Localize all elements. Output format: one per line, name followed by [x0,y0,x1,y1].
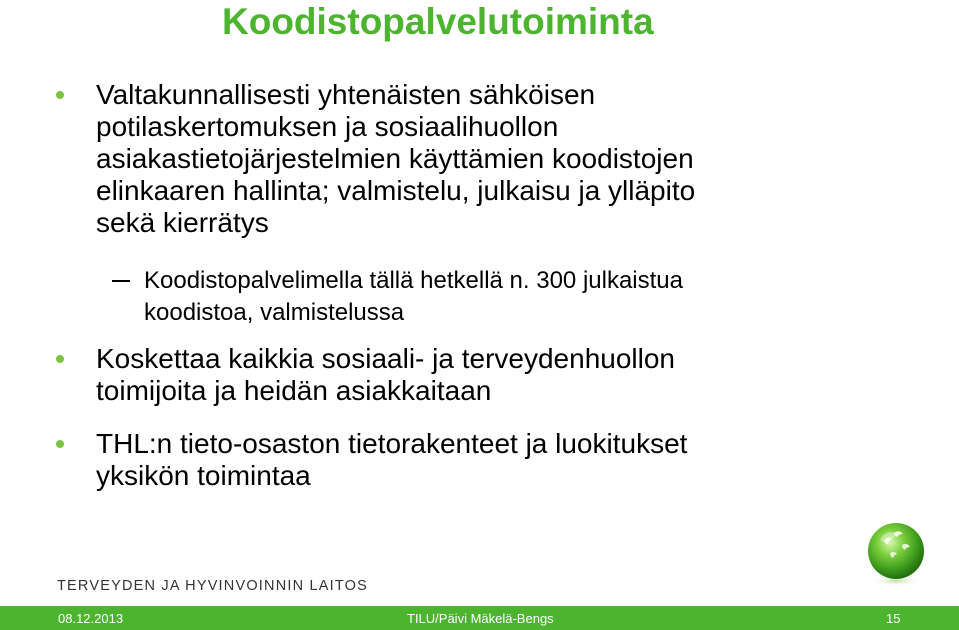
slide-title: Koodistopalvelutoiminta [222,1,654,42]
footer-date: 08.12.2013 [58,611,124,626]
organization-name: TERVEYDEN JA HYVINVOINNIN LAITOS [57,578,369,594]
bullet-line: asiakastietojärjestelmien käyttämien koodistojen [96,143,694,174]
sub-bullet-line: Koodistopalvelimella tällä hetkellä n. 300 julkaistua [144,267,683,294]
bullet-item [96,79,876,239]
bullet-line: elinkaaren hallinta; valmistelu, julkaisu ja ylläpito [96,175,696,206]
bullet-dot-icon [56,355,64,363]
bullet-item [96,343,876,407]
bullet-line: toimijoita ja heidän asiakkaitaan [96,375,492,406]
page-number: 15 [886,611,901,626]
sub-bullet-line: koodistoa, valmistelussa [144,299,405,326]
bullet-line: sekä kierrätys [96,207,269,238]
bullet-line: Koskettaa kaikkia sosiaali- ja terveydenhuollon [96,343,675,374]
bullet-line: Valtakunnallisesti yhtenäisten sähköisen [96,79,596,110]
green-sphere-icon [862,519,930,587]
bullet-dot-icon [56,91,64,99]
footer-author: TILU/Päivi Mäkelä-Bengs [407,611,554,626]
bullet-line: potilaskertomuksen ja sosiaalihuollon [96,111,559,142]
bullet-line: THL:n tieto-osaston tietorakenteet ja luokitukset [96,428,688,459]
dash-icon [112,280,130,282]
sub-bullet-item [144,265,904,329]
bullet-line: yksikön toimintaa [96,460,311,491]
bullet-dot-icon [56,440,64,448]
bullet-item [96,428,876,492]
